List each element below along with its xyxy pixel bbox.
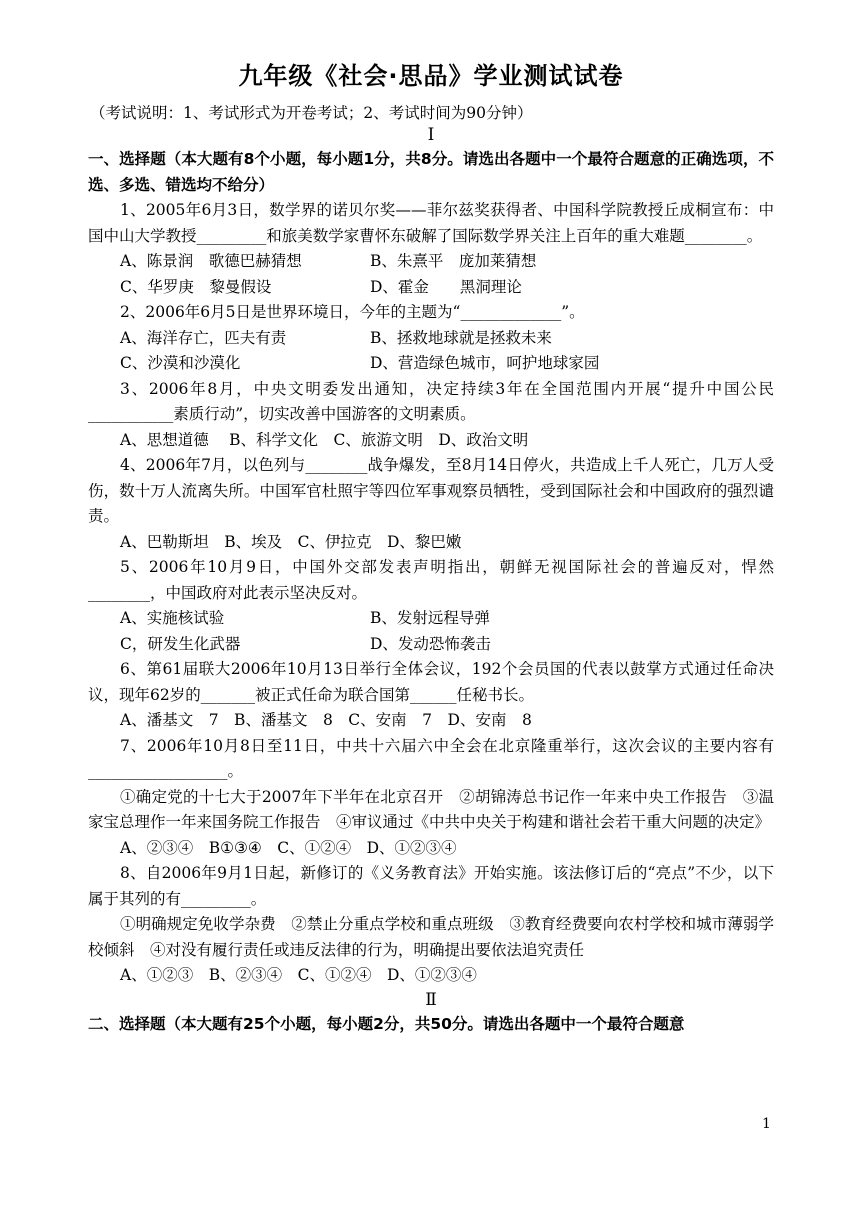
part-two-heading: Ⅱ — [425, 989, 437, 1010]
question-5-options — [88, 606, 774, 657]
question-4: 4、2006年7月，以色列与________战争爆发，至8月14日停火，共造成上千人死亡，几万人受伤，数十万人流离失所。中国军官杜照宇等四位军事观察员牺牲，受到国际社会和中国政府的强烈谴责。 — [88, 456, 774, 525]
exam-page — [88, 58, 774, 1037]
q1-option-d: D、霍金 黑洞理论 — [370, 277, 522, 296]
q1-option-b: B、朱熹平 庞加莱猜想 — [370, 252, 537, 270]
q2-option-a: A、海洋存亡，匹夫有责 — [120, 328, 287, 347]
question-6-options: A、潘基文 7 B、潘基文 8 C、安南 7 D、安南 8 — [120, 711, 532, 729]
q1-option-a: A、陈景润 歌德巴赫猜想 — [120, 252, 302, 270]
q5-option-b: B、发射远程导弹 — [370, 609, 490, 627]
question-1-options — [88, 249, 774, 300]
question-7: 7、2006年10月8日至11日，中共十六届六中全会在北京隆重举行，这次会议的主要内容有__________________。 — [88, 736, 774, 780]
question-2: 2、2006年6月5日是世界环境日，今年的主题为“_____________”。 — [120, 303, 585, 321]
part-one-heading: Ⅰ — [427, 125, 435, 145]
section-one-heading: 一、选择题（本大题有8个小题，每小题1分，共8分。请选出各题中一个最符合题意的正确选项，不选、多选、错选均不给分） — [88, 150, 774, 194]
question-7-statements: ①确定党的十七大于2007年下半年在北京召开 ②胡锦涛总书记作一年来中央工作报告 ③温家宝总理作一年来国务院工作报告 ④审议通过《中共中央关于构建和谐社会若干重大问题的决定》 — [88, 787, 774, 831]
question-5: 5、2006年10月9日，中国外交部发表声明指出，朝鲜无视国际社会的普遍反对，悍然________，中国政府对此表示坚决反对。 — [88, 558, 774, 602]
question-8-statements: ①明确规定免收学杂费 ②禁止分重点学校和重点班级 ③教育经费要向农村学校和城市薄弱学校倾斜 ④对没有履行责任或违反法律的行为，明确提出要依法追究责任 — [88, 915, 774, 959]
question-7-options: A、②③④ B①③④ C、①②④ D、①②③④ — [120, 838, 457, 857]
question-1: 1、2005年6月3日，数学界的诺贝尔奖——菲尔兹奖获得者、中国科学院教授丘成桐宣布：中国中山大学教授_________和旅美数学家曹怀东破解了国际数学界关注上百年的重大难题________。 — [88, 201, 774, 245]
section-two-heading: 二、选择题（本大题有25个小题，每小题2分，共50分。请选出各题中一个最符合题意 — [88, 1014, 685, 1033]
q2-option-c: C、沙漠和沙漠化 — [120, 354, 241, 372]
question-3: 3、2006年8月，中央文明委发出通知，决定持续3年在全国范围内开展“提升中国公民___________素质行动”，切实改善中国游客的文明素质。 — [88, 379, 774, 423]
q5-option-d: D、发动恐怖袭击 — [370, 634, 491, 653]
question-6: 6、第61届联大2006年10月13日举行全体会议，192个会员国的代表以鼓掌方式通过任命决议，现年62岁的_______被正式任命为联合国第______任秘书长。 — [88, 660, 774, 704]
q5-option-a: A、实施核试验 — [120, 609, 225, 627]
q2-option-b: B、拯救地球就是拯救未来 — [370, 328, 552, 347]
q2-option-d: D、营造绿色城市，呵护地球家园 — [370, 354, 600, 372]
question-4-options: A、巴勒斯坦 B、埃及 C、伊拉克 D、黎巴嫩 — [120, 532, 462, 551]
q5-option-c: C，研发生化武器 — [120, 634, 241, 653]
q1-option-c: C、华罗庚 黎曼假设 — [120, 277, 272, 296]
page-number: 1 — [762, 1116, 771, 1132]
exam-instructions: （考试说明：1、考试形式为开卷考试；2、考试时间为90分钟） — [90, 104, 533, 122]
question-3-options: A、思想道德 B、科学文化 C、旅游文明 D、政治文明 — [120, 430, 529, 449]
question-8-options: A、①②③ B、②③④ C、①②④ D、①②③④ — [120, 966, 477, 984]
question-2-options — [88, 326, 774, 377]
page-title: 九年级《社会·思品》学业测试试卷 — [238, 62, 624, 90]
question-8: 8、自2006年9月1日起，新修订的《义务教育法》开始实施。该法修订后的“亮点”不少，以下属于其列的有_________。 — [88, 864, 774, 908]
